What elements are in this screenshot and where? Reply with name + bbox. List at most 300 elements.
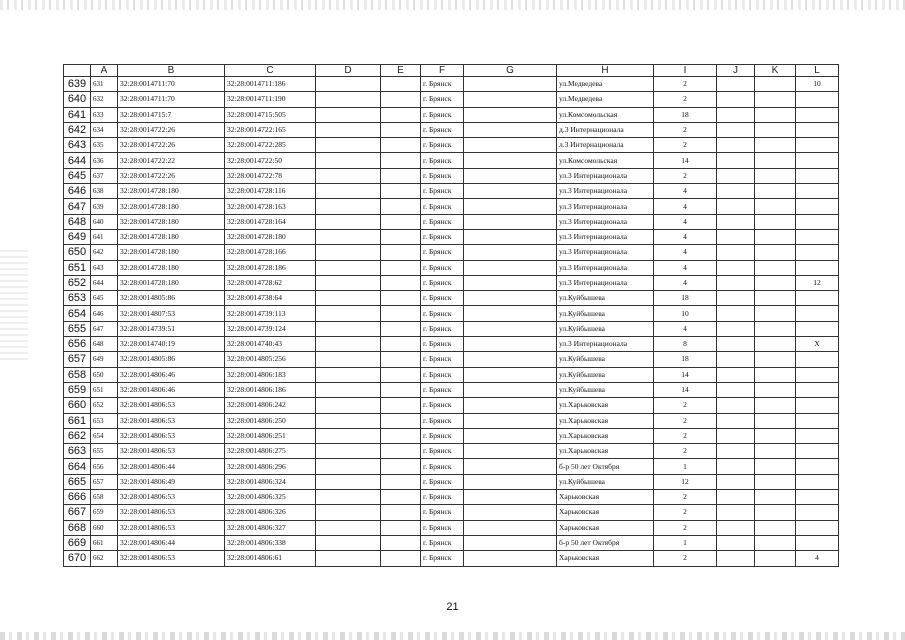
- cell-h[interactable]: Харьковская: [557, 490, 654, 505]
- cell-f[interactable]: г. Брянск: [421, 122, 464, 137]
- cell-g[interactable]: [464, 260, 557, 275]
- cell-l[interactable]: 12: [796, 275, 839, 290]
- cell-a[interactable]: 660: [91, 520, 118, 535]
- cell-f[interactable]: г. Брянск: [421, 92, 464, 107]
- cell-d[interactable]: [316, 505, 381, 520]
- row-number-cell[interactable]: 670: [64, 551, 91, 566]
- cell-j[interactable]: [717, 214, 755, 229]
- cell-d[interactable]: [316, 367, 381, 382]
- cell-d[interactable]: [316, 77, 381, 92]
- cell-b[interactable]: 32:28:0014807:53: [118, 306, 225, 321]
- cell-a[interactable]: 656: [91, 459, 118, 474]
- cell-i[interactable]: 18: [654, 107, 717, 122]
- cell-h[interactable]: ул.Харьковская: [557, 413, 654, 428]
- cell-d[interactable]: [316, 398, 381, 413]
- cell-g[interactable]: [464, 474, 557, 489]
- cell-h[interactable]: ул.Куйбышева: [557, 321, 654, 336]
- cell-c[interactable]: 32:28:0014806:338: [225, 535, 316, 550]
- cell-h[interactable]: ул.Медведева: [557, 77, 654, 92]
- cell-h[interactable]: ул.3 Интернационала: [557, 184, 654, 199]
- cell-e[interactable]: [381, 92, 421, 107]
- cell-d[interactable]: [316, 229, 381, 244]
- cell-k[interactable]: [755, 444, 796, 459]
- cell-e[interactable]: [381, 245, 421, 260]
- cell-j[interactable]: [717, 107, 755, 122]
- cell-a[interactable]: 634: [91, 122, 118, 137]
- cell-d[interactable]: [316, 245, 381, 260]
- row-number-cell[interactable]: 643: [64, 138, 91, 153]
- cell-d[interactable]: [316, 459, 381, 474]
- cell-c[interactable]: 32:28:0014728:116: [225, 184, 316, 199]
- cell-c[interactable]: 32:28:0014806:251: [225, 428, 316, 443]
- cell-h[interactable]: Харьковская: [557, 505, 654, 520]
- cell-g[interactable]: [464, 107, 557, 122]
- cell-a[interactable]: 648: [91, 337, 118, 352]
- cell-k[interactable]: [755, 260, 796, 275]
- row-number-cell[interactable]: 650: [64, 245, 91, 260]
- cell-b[interactable]: 32:28:0014806:53: [118, 444, 225, 459]
- cell-i[interactable]: 2: [654, 413, 717, 428]
- cell-b[interactable]: 32:28:0014722:26: [118, 168, 225, 183]
- cell-e[interactable]: [381, 138, 421, 153]
- cell-e[interactable]: [381, 168, 421, 183]
- row-number-cell[interactable]: 662: [64, 428, 91, 443]
- cell-f[interactable]: г. Брянск: [421, 367, 464, 382]
- cell-l[interactable]: [796, 199, 839, 214]
- cell-b[interactable]: 32:28:0014806:49: [118, 474, 225, 489]
- cell-l[interactable]: [796, 291, 839, 306]
- cell-c[interactable]: 32:28:0014806:186: [225, 382, 316, 397]
- cell-e[interactable]: [381, 444, 421, 459]
- cell-e[interactable]: [381, 199, 421, 214]
- cell-f[interactable]: г. Брянск: [421, 551, 464, 566]
- cell-b[interactable]: 32:28:0014806:53: [118, 505, 225, 520]
- cell-a[interactable]: 650: [91, 367, 118, 382]
- cell-d[interactable]: [316, 352, 381, 367]
- cell-a[interactable]: 633: [91, 107, 118, 122]
- column-header-l[interactable]: L: [796, 65, 839, 77]
- cell-a[interactable]: 654: [91, 428, 118, 443]
- cell-j[interactable]: [717, 245, 755, 260]
- cell-k[interactable]: [755, 275, 796, 290]
- cell-j[interactable]: [717, 321, 755, 336]
- cell-j[interactable]: [717, 535, 755, 550]
- cell-h[interactable]: ул.Комсомольская: [557, 107, 654, 122]
- cell-b[interactable]: 32:28:0014722:26: [118, 138, 225, 153]
- row-number-cell[interactable]: 639: [64, 77, 91, 92]
- cell-f[interactable]: г. Брянск: [421, 291, 464, 306]
- cell-d[interactable]: [316, 138, 381, 153]
- cell-c[interactable]: 32:28:0014722:50: [225, 153, 316, 168]
- cell-f[interactable]: г. Брянск: [421, 260, 464, 275]
- cell-b[interactable]: 32:28:0014722:22: [118, 153, 225, 168]
- cell-j[interactable]: [717, 551, 755, 566]
- cell-f[interactable]: г. Брянск: [421, 337, 464, 352]
- cell-i[interactable]: 12: [654, 474, 717, 489]
- cell-b[interactable]: 32:28:0014728:180: [118, 229, 225, 244]
- cell-e[interactable]: [381, 520, 421, 535]
- row-number-cell[interactable]: 640: [64, 92, 91, 107]
- cell-f[interactable]: г. Брянск: [421, 77, 464, 92]
- cell-i[interactable]: 4: [654, 214, 717, 229]
- cell-d[interactable]: [316, 520, 381, 535]
- cell-a[interactable]: 646: [91, 306, 118, 321]
- cell-a[interactable]: 645: [91, 291, 118, 306]
- row-number-cell[interactable]: 645: [64, 168, 91, 183]
- cell-g[interactable]: [464, 413, 557, 428]
- cell-a[interactable]: 631: [91, 77, 118, 92]
- row-number-cell[interactable]: 652: [64, 275, 91, 290]
- cell-d[interactable]: [316, 382, 381, 397]
- row-number-cell[interactable]: 651: [64, 260, 91, 275]
- cell-k[interactable]: [755, 337, 796, 352]
- cell-k[interactable]: [755, 214, 796, 229]
- cell-e[interactable]: [381, 291, 421, 306]
- cell-i[interactable]: 8: [654, 337, 717, 352]
- cell-f[interactable]: г. Брянск: [421, 413, 464, 428]
- cell-i[interactable]: 4: [654, 229, 717, 244]
- cell-a[interactable]: 647: [91, 321, 118, 336]
- cell-c[interactable]: 32:28:0014728:164: [225, 214, 316, 229]
- cell-k[interactable]: [755, 520, 796, 535]
- cell-a[interactable]: 659: [91, 505, 118, 520]
- row-number-cell[interactable]: 659: [64, 382, 91, 397]
- cell-d[interactable]: [316, 551, 381, 566]
- cell-h[interactable]: ул.Медведева: [557, 92, 654, 107]
- cell-k[interactable]: [755, 321, 796, 336]
- cell-f[interactable]: г. Брянск: [421, 382, 464, 397]
- cell-a[interactable]: 644: [91, 275, 118, 290]
- cell-g[interactable]: [464, 184, 557, 199]
- cell-i[interactable]: 2: [654, 138, 717, 153]
- cell-e[interactable]: [381, 413, 421, 428]
- cell-c[interactable]: 32:28:0014728:186: [225, 260, 316, 275]
- cell-l[interactable]: [796, 168, 839, 183]
- cell-l[interactable]: [796, 444, 839, 459]
- cell-k[interactable]: [755, 306, 796, 321]
- cell-j[interactable]: [717, 77, 755, 92]
- cell-d[interactable]: [316, 168, 381, 183]
- cell-e[interactable]: [381, 459, 421, 474]
- cell-h[interactable]: б-р 50 лет Октября: [557, 535, 654, 550]
- cell-j[interactable]: [717, 367, 755, 382]
- cell-a[interactable]: 658: [91, 490, 118, 505]
- cell-g[interactable]: [464, 138, 557, 153]
- cell-k[interactable]: [755, 428, 796, 443]
- cell-b[interactable]: 32:28:0014728:180: [118, 199, 225, 214]
- cell-g[interactable]: [464, 520, 557, 535]
- row-number-cell[interactable]: 646: [64, 184, 91, 199]
- cell-b[interactable]: 32:28:0014739:51: [118, 321, 225, 336]
- cell-c[interactable]: 32:28:0014715:505: [225, 107, 316, 122]
- cell-f[interactable]: г. Брянск: [421, 321, 464, 336]
- cell-h[interactable]: ул.3 Интернационала: [557, 214, 654, 229]
- cell-f[interactable]: г. Брянск: [421, 505, 464, 520]
- cell-e[interactable]: [381, 505, 421, 520]
- column-header-d[interactable]: D: [316, 65, 381, 77]
- cell-h[interactable]: ул.3 Интернационала: [557, 199, 654, 214]
- cell-d[interactable]: [316, 107, 381, 122]
- cell-h[interactable]: ул.3 Интернационала: [557, 275, 654, 290]
- cell-l[interactable]: 10: [796, 77, 839, 92]
- row-number-cell[interactable]: 667: [64, 505, 91, 520]
- cell-f[interactable]: г. Брянск: [421, 214, 464, 229]
- cell-j[interactable]: [717, 520, 755, 535]
- cell-c[interactable]: 32:28:0014738:64: [225, 291, 316, 306]
- cell-k[interactable]: [755, 229, 796, 244]
- cell-c[interactable]: 32:28:0014728:163: [225, 199, 316, 214]
- cell-k[interactable]: [755, 153, 796, 168]
- cell-b[interactable]: 32:28:0014728:180: [118, 275, 225, 290]
- cell-e[interactable]: [381, 275, 421, 290]
- cell-f[interactable]: г. Брянск: [421, 535, 464, 550]
- cell-e[interactable]: [381, 229, 421, 244]
- cell-c[interactable]: 32:28:0014806:242: [225, 398, 316, 413]
- cell-d[interactable]: [316, 291, 381, 306]
- cell-j[interactable]: [717, 168, 755, 183]
- cell-j[interactable]: [717, 306, 755, 321]
- cell-i[interactable]: 2: [654, 505, 717, 520]
- cell-d[interactable]: [316, 337, 381, 352]
- cell-j[interactable]: [717, 428, 755, 443]
- cell-e[interactable]: [381, 107, 421, 122]
- cell-b[interactable]: 32:28:0014728:180: [118, 245, 225, 260]
- cell-f[interactable]: г. Брянск: [421, 490, 464, 505]
- cell-l[interactable]: [796, 520, 839, 535]
- cell-b[interactable]: 32:28:0014711:70: [118, 77, 225, 92]
- cell-e[interactable]: [381, 184, 421, 199]
- cell-e[interactable]: [381, 352, 421, 367]
- cell-a[interactable]: 632: [91, 92, 118, 107]
- cell-l[interactable]: [796, 428, 839, 443]
- cell-e[interactable]: [381, 153, 421, 168]
- cell-k[interactable]: [755, 505, 796, 520]
- cell-g[interactable]: [464, 367, 557, 382]
- cell-k[interactable]: [755, 122, 796, 137]
- cell-f[interactable]: г. Брянск: [421, 398, 464, 413]
- cell-l[interactable]: [796, 321, 839, 336]
- cell-g[interactable]: [464, 490, 557, 505]
- cell-b[interactable]: 32:28:0014728:180: [118, 214, 225, 229]
- column-header-k[interactable]: K: [755, 65, 796, 77]
- cell-a[interactable]: 653: [91, 413, 118, 428]
- cell-h[interactable]: ул.3 Интернационала: [557, 168, 654, 183]
- cell-i[interactable]: 1: [654, 459, 717, 474]
- cell-j[interactable]: [717, 337, 755, 352]
- cell-i[interactable]: 4: [654, 245, 717, 260]
- cell-h[interactable]: ул.Куйбышева: [557, 352, 654, 367]
- cell-h[interactable]: д.3 Интернационала: [557, 122, 654, 137]
- cell-c[interactable]: 32:28:0014806:275: [225, 444, 316, 459]
- cell-c[interactable]: 32:28:0014806:324: [225, 474, 316, 489]
- cell-b[interactable]: 32:28:0014806:44: [118, 535, 225, 550]
- column-header-c[interactable]: C: [225, 65, 316, 77]
- cell-f[interactable]: г. Брянск: [421, 199, 464, 214]
- cell-i[interactable]: 4: [654, 184, 717, 199]
- cell-g[interactable]: [464, 245, 557, 260]
- column-header-j[interactable]: J: [717, 65, 755, 77]
- cell-f[interactable]: г. Брянск: [421, 107, 464, 122]
- cell-h[interactable]: ул.Куйбышева: [557, 291, 654, 306]
- cell-i[interactable]: 18: [654, 291, 717, 306]
- cell-a[interactable]: 662: [91, 551, 118, 566]
- column-header-e[interactable]: E: [381, 65, 421, 77]
- cell-i[interactable]: 2: [654, 77, 717, 92]
- cell-l[interactable]: [796, 122, 839, 137]
- cell-c[interactable]: 32:28:0014806:327: [225, 520, 316, 535]
- cell-e[interactable]: [381, 214, 421, 229]
- cell-d[interactable]: [316, 321, 381, 336]
- row-number-cell[interactable]: 653: [64, 291, 91, 306]
- cell-a[interactable]: 657: [91, 474, 118, 489]
- cell-g[interactable]: [464, 428, 557, 443]
- cell-g[interactable]: [464, 122, 557, 137]
- cell-f[interactable]: г. Брянск: [421, 459, 464, 474]
- cell-c[interactable]: 32:28:0014711:186: [225, 77, 316, 92]
- cell-d[interactable]: [316, 275, 381, 290]
- cell-c[interactable]: 32:28:0014740:43: [225, 337, 316, 352]
- cell-k[interactable]: [755, 92, 796, 107]
- cell-c[interactable]: 32:28:0014806:61: [225, 551, 316, 566]
- cell-g[interactable]: [464, 398, 557, 413]
- cell-f[interactable]: г. Брянск: [421, 306, 464, 321]
- column-header-b[interactable]: B: [118, 65, 225, 77]
- cell-k[interactable]: [755, 413, 796, 428]
- cell-d[interactable]: [316, 306, 381, 321]
- cell-h[interactable]: ул.Харьковская: [557, 398, 654, 413]
- cell-e[interactable]: [381, 535, 421, 550]
- cell-a[interactable]: 636: [91, 153, 118, 168]
- cell-h[interactable]: ул.3 Интернационала: [557, 245, 654, 260]
- cell-k[interactable]: [755, 184, 796, 199]
- cell-h[interactable]: ул.Куйбышева: [557, 382, 654, 397]
- cell-a[interactable]: 651: [91, 382, 118, 397]
- cell-k[interactable]: [755, 382, 796, 397]
- cell-a[interactable]: 641: [91, 229, 118, 244]
- cell-l[interactable]: [796, 107, 839, 122]
- cell-l[interactable]: [796, 505, 839, 520]
- cell-i[interactable]: 10: [654, 306, 717, 321]
- column-header-f[interactable]: F: [421, 65, 464, 77]
- cell-b[interactable]: 32:28:0014740:19: [118, 337, 225, 352]
- row-number-cell[interactable]: 641: [64, 107, 91, 122]
- cell-j[interactable]: [717, 275, 755, 290]
- row-number-cell[interactable]: 658: [64, 367, 91, 382]
- cell-f[interactable]: г. Брянск: [421, 229, 464, 244]
- cell-e[interactable]: [381, 490, 421, 505]
- cell-i[interactable]: 14: [654, 153, 717, 168]
- cell-k[interactable]: [755, 352, 796, 367]
- cell-k[interactable]: [755, 398, 796, 413]
- cell-g[interactable]: [464, 153, 557, 168]
- cell-f[interactable]: г. Брянск: [421, 138, 464, 153]
- cell-i[interactable]: 4: [654, 199, 717, 214]
- cell-f[interactable]: г. Брянск: [421, 444, 464, 459]
- cell-g[interactable]: [464, 168, 557, 183]
- cell-j[interactable]: [717, 260, 755, 275]
- cell-e[interactable]: [381, 321, 421, 336]
- cell-d[interactable]: [316, 535, 381, 550]
- cell-g[interactable]: [464, 382, 557, 397]
- cell-l[interactable]: [796, 92, 839, 107]
- row-number-cell[interactable]: 664: [64, 459, 91, 474]
- cell-l[interactable]: [796, 413, 839, 428]
- cell-g[interactable]: [464, 291, 557, 306]
- cell-b[interactable]: 32:28:0014806:53: [118, 490, 225, 505]
- cell-a[interactable]: 661: [91, 535, 118, 550]
- cell-j[interactable]: [717, 490, 755, 505]
- cell-c[interactable]: 32:28:0014739:124: [225, 321, 316, 336]
- cell-i[interactable]: 2: [654, 520, 717, 535]
- cell-e[interactable]: [381, 77, 421, 92]
- cell-j[interactable]: [717, 352, 755, 367]
- row-number-cell[interactable]: 644: [64, 153, 91, 168]
- cell-j[interactable]: [717, 382, 755, 397]
- cell-k[interactable]: [755, 107, 796, 122]
- cell-i[interactable]: 2: [654, 398, 717, 413]
- cell-h[interactable]: ул.Харьковская: [557, 428, 654, 443]
- cell-f[interactable]: г. Брянск: [421, 428, 464, 443]
- cell-h[interactable]: ул.Комсомольская: [557, 153, 654, 168]
- cell-j[interactable]: [717, 153, 755, 168]
- cell-h[interactable]: ул.Куйбышева: [557, 306, 654, 321]
- cell-c[interactable]: 32:28:0014722:165: [225, 122, 316, 137]
- row-number-cell[interactable]: 665: [64, 474, 91, 489]
- row-number-cell[interactable]: 669: [64, 535, 91, 550]
- cell-h[interactable]: л.3 Интернационала: [557, 138, 654, 153]
- cell-d[interactable]: [316, 490, 381, 505]
- cell-h[interactable]: ул.Харьковская: [557, 444, 654, 459]
- cell-i[interactable]: 4: [654, 275, 717, 290]
- cell-k[interactable]: [755, 291, 796, 306]
- cell-l[interactable]: [796, 535, 839, 550]
- cell-i[interactable]: 2: [654, 428, 717, 443]
- cell-f[interactable]: г. Брянск: [421, 520, 464, 535]
- cell-d[interactable]: [316, 474, 381, 489]
- cell-c[interactable]: 32:28:0014739:113: [225, 306, 316, 321]
- cell-g[interactable]: [464, 77, 557, 92]
- cell-k[interactable]: [755, 367, 796, 382]
- cell-f[interactable]: г. Брянск: [421, 168, 464, 183]
- cell-l[interactable]: [796, 459, 839, 474]
- cell-l[interactable]: [796, 474, 839, 489]
- cell-h[interactable]: ул.3 Интернационала: [557, 260, 654, 275]
- cell-d[interactable]: [316, 428, 381, 443]
- cell-b[interactable]: 32:28:0014805:86: [118, 291, 225, 306]
- cell-e[interactable]: [381, 306, 421, 321]
- cell-e[interactable]: [381, 260, 421, 275]
- row-number-cell[interactable]: 663: [64, 444, 91, 459]
- cell-i[interactable]: 2: [654, 444, 717, 459]
- column-header-a[interactable]: A: [91, 65, 118, 77]
- cell-l[interactable]: [796, 306, 839, 321]
- cell-l[interactable]: [796, 214, 839, 229]
- cell-d[interactable]: [316, 92, 381, 107]
- cell-l[interactable]: [796, 153, 839, 168]
- cell-k[interactable]: [755, 199, 796, 214]
- cell-b[interactable]: 32:28:0014806:53: [118, 520, 225, 535]
- cell-g[interactable]: [464, 92, 557, 107]
- cell-i[interactable]: 14: [654, 382, 717, 397]
- cell-a[interactable]: 652: [91, 398, 118, 413]
- cell-g[interactable]: [464, 337, 557, 352]
- cell-c[interactable]: 32:28:0014806:183: [225, 367, 316, 382]
- cell-b[interactable]: 32:28:0014806:46: [118, 367, 225, 382]
- row-number-cell[interactable]: 660: [64, 398, 91, 413]
- cell-i[interactable]: 2: [654, 122, 717, 137]
- cell-e[interactable]: [381, 382, 421, 397]
- cell-f[interactable]: г. Брянск: [421, 352, 464, 367]
